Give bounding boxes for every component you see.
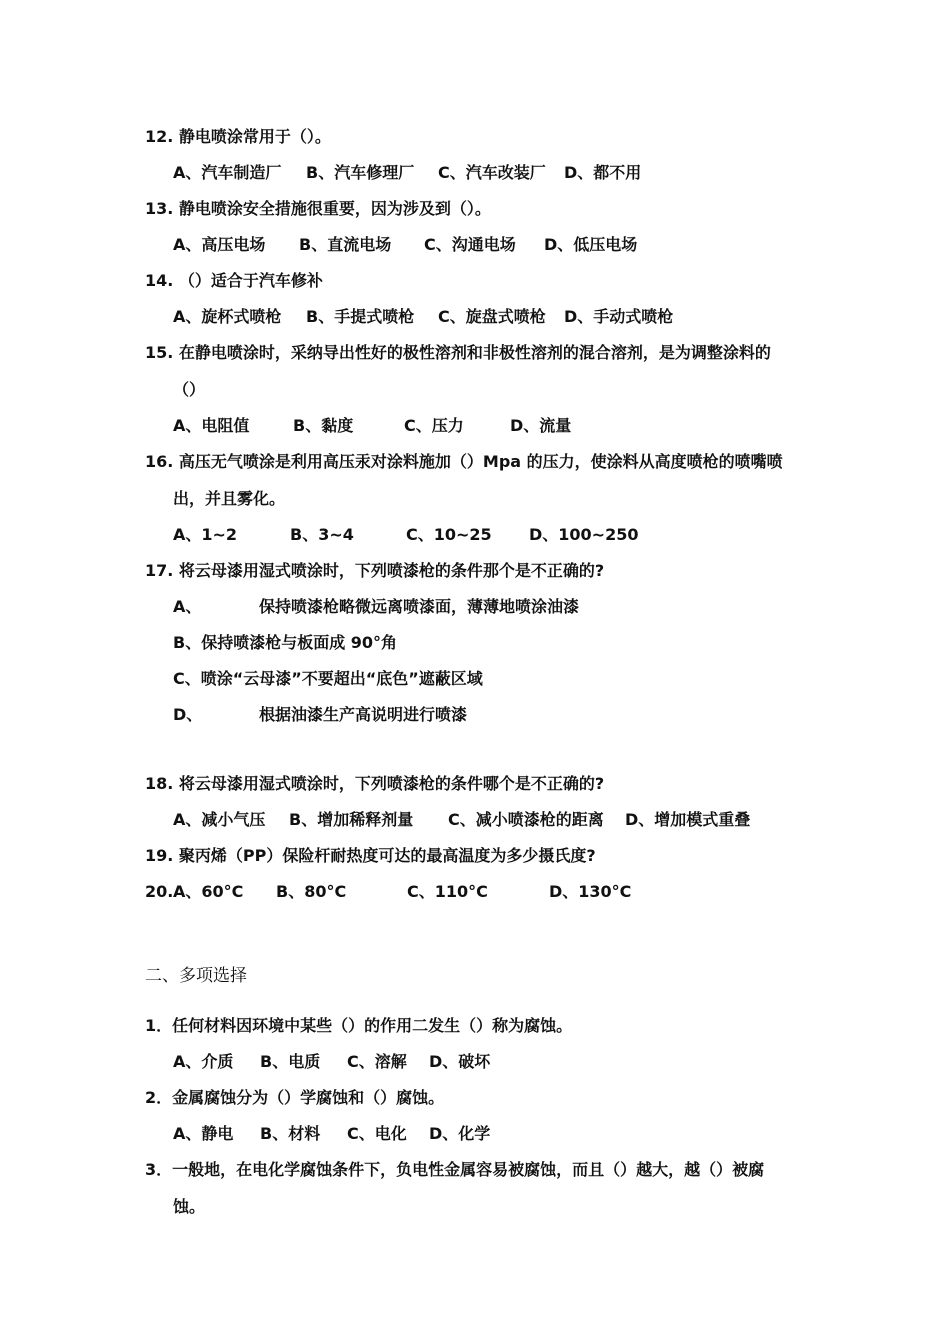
question-16-stem-continued: 出，并且雾化。 [173,489,286,508]
option-a: A、减小气压 [173,810,266,829]
option-d: D、破坏 [429,1052,491,1071]
question-17-option-b: B、保持喷漆枪与板面成 90°角 [173,633,398,652]
option-b: B、电质 [260,1052,321,1071]
option-a: A、静电 [173,1124,234,1143]
question-18-options [173,809,750,831]
multi-question-2-stem: 2．金属腐蚀分为（）学腐蚀和（）腐蚀。 [145,1088,445,1107]
option-b: B、80°C [276,882,347,901]
option-d: D、化学 [429,1124,491,1143]
question-13-stem: 13. 静电喷涂安全措施很重要，因为涉及到（）。 [145,199,491,218]
question-12-stem: 12. 静电喷涂常用于（）。 [145,127,331,146]
option-a: A、汽车制造厂 [173,163,282,182]
multi-question-2-options [173,1123,490,1145]
option-a-text: 保持喷漆枪略微远离喷漆面，薄薄地喷涂油漆 [259,597,580,616]
question-12-options [173,162,641,184]
option-b: B、增加稀释剂量 [289,810,414,829]
section-heading: 二、多项选择 [145,966,247,986]
option-a: A、高压电场 [173,235,266,254]
option-a: A、60°C [173,882,244,901]
option-d: D、手动式喷枪 [564,307,674,326]
question-15-stem: 15. 在静电喷涂时，采纳导出性好的极性溶剂和非极性溶剂的混合溶剂，是为调整涂料的 [145,343,771,362]
question-16-stem: 16. 高压无气喷涂是利用高压汞对涂料施加（）Mpa 的压力，使涂料从高度喷枪的喷嘴喷 [145,452,783,471]
option-c: C、溶解 [347,1052,407,1071]
question-17-option-a [173,596,579,618]
question-18-stem: 18. 将云母漆用湿式喷涂时，下列喷漆枪的条件哪个是不正确的? [145,774,605,793]
option-d-label: D、 [173,705,203,724]
option-a: A、旋杯式喷枪 [173,307,282,326]
option-c: C、汽车改装厂 [438,163,546,182]
option-d: D、130°C [549,882,632,901]
option-b: B、材料 [260,1124,321,1143]
option-c: C、110°C [407,882,488,901]
option-b: B、手提式喷枪 [306,307,415,326]
option-b: B、直流电场 [299,235,392,254]
option-d: D、100~250 [529,525,639,544]
question-17-option-d [173,704,467,726]
option-c: C、电化 [347,1124,407,1143]
option-c: C、10~25 [406,525,492,544]
question-14-options [173,306,673,328]
question-14-stem: 14. （）适合于汽车修补 [145,271,323,290]
multi-question-1-stem: 1．任何材料因环境中某些（）的作用二发生（）称为腐蚀。 [145,1016,573,1035]
question-13-options [173,234,637,256]
option-d-text: 根据油漆生产高说明进行喷漆 [259,705,468,724]
option-a-label: A、 [173,597,202,616]
option-d: D、都不用 [564,163,642,182]
option-a: A、介质 [173,1052,234,1071]
option-d: D、增加模式重叠 [625,810,751,829]
question-17-stem: 17. 将云母漆用湿式喷涂时，下列喷漆枪的条件那个是不正确的? [145,561,605,580]
option-c: C、沟通电场 [424,235,516,254]
option-a: A、电阻值 [173,416,250,435]
question-20-number: 20. [145,882,174,901]
option-c: C、减小喷漆枪的距离 [448,810,604,829]
multi-question-3-stem-continued: 蚀。 [173,1197,206,1216]
option-a: A、1~2 [173,525,238,544]
option-b: B、3~4 [290,525,354,544]
option-b: B、汽车修理厂 [306,163,415,182]
option-d: D、低压电场 [544,235,638,254]
question-15-options [173,415,571,437]
option-c: C、压力 [404,416,464,435]
question-15-stem-continued: （） [173,380,206,399]
question-20-options [145,881,631,903]
question-19-stem: 19. 聚丙烯（PP）保险杆耐热度可达的最高温度为多少摄氏度? [145,846,596,865]
multi-question-1-options [173,1051,490,1073]
multi-question-3-stem: 3．一般地，在电化学腐蚀条件下，负电性金属容易被腐蚀，而且（）越大，越（）被腐 [145,1160,765,1179]
option-d: D、流量 [510,416,572,435]
question-16-options [173,524,639,546]
option-c: C、旋盘式喷枪 [438,307,546,326]
question-17-option-c: C、喷涂“云母漆”不要超出“底色”遮蔽区域 [173,669,483,688]
option-b: B、黏度 [293,416,354,435]
